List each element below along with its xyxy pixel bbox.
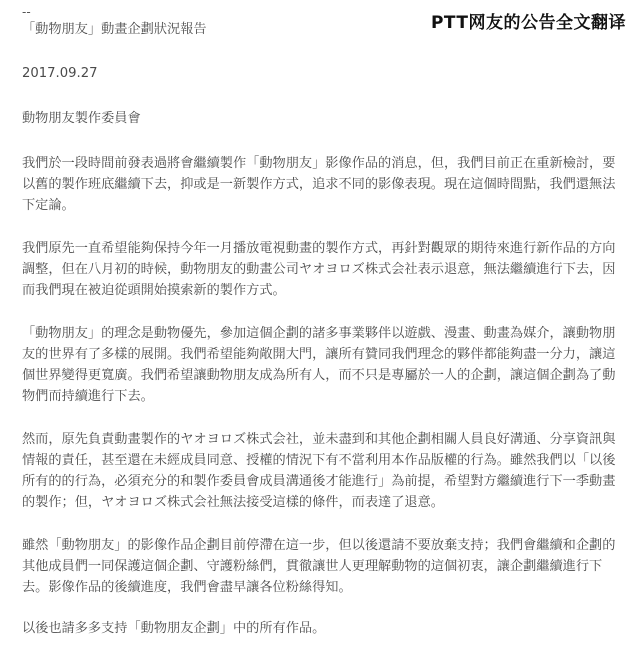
paragraph-2: 我們原先一直希望能夠保持今年一月播放電視動畫的製作方式，再針對觀眾的期待來進行新作品的方向調整，但在八月初的時候，動物朋友的動畫公司ヤオヨロズ株式会社表示退意，無法繼續進行下去，因而我們現在被迫從頭開始摸索新的製作方式。 [22, 241, 616, 298]
document-title: 「動物朋友」動畫企劃狀況報告 [22, 22, 207, 37]
translation-banner: PTT网友的公告全文翻译 [430, 13, 626, 33]
paragraph-3: 「動物朋友」的理念是動物優先，參加這個企劃的諸多事業夥伴以遊戲、漫畫、動畫為媒介，讓動物朋友的世界有了多樣的展開。我們希望能夠敞開大門，讓所有贊同我們理念的夥伴都能夠盡一分力，讓這個世界變得更寬廣。我們希望讓動物朋友成為所有人，而不只是專屬於一人的企劃，讓這個企劃為了動物們而持續進行下去。 [22, 326, 616, 404]
closing-line: 以後也請多多支持「動物朋友企劃」中的所有作品。 [22, 621, 326, 636]
paragraph-5: 雖然「動物朋友」的影像作品企劃目前停滯在這一步，但以後還請不要放棄支持；我們會繼續和企劃的其他成員們一同保護這個企劃、守護粉絲們，貫徹讓世人更理解動物的這個初衷，讓企劃繼續進行下去。影像作品的後續進度，我們會盡早讓各位粉絲得知。 [22, 538, 616, 595]
separator-dashes: -- [22, 5, 31, 19]
paragraph-1: 我們於一段時間前發表過將會繼續製作「動物朋友」影像作品的消息，但，我們目前正在重新檢討，要以舊的製作班底繼續下去，抑或是一新製作方式，追求不同的影像表現。現在這個時間點，我們還無法下定論。 [22, 156, 616, 213]
paragraph-4: 然而，原先負責動畫製作的ヤオヨロズ株式会社，並未盡到和其他企劃相關人員良好溝通、分享資訊與情報的責任，甚至還在未經成員同意、授權的情況下有不當利用本作品版權的行為。雖然我們以「以後所有的的行為，必須充分的和製作委員會成員溝通後才能進行」為前提，希望對方繼續進行下一季動畫的製作；但，ヤオヨロズ株式会社無法接受這樣的條件，而表達了退意。 [22, 432, 616, 510]
committee-name: 動物朋友製作委員會 [22, 111, 141, 126]
document-date: 2017.09.27 [22, 66, 98, 81]
announcement-document [22, 6, 627, 639]
